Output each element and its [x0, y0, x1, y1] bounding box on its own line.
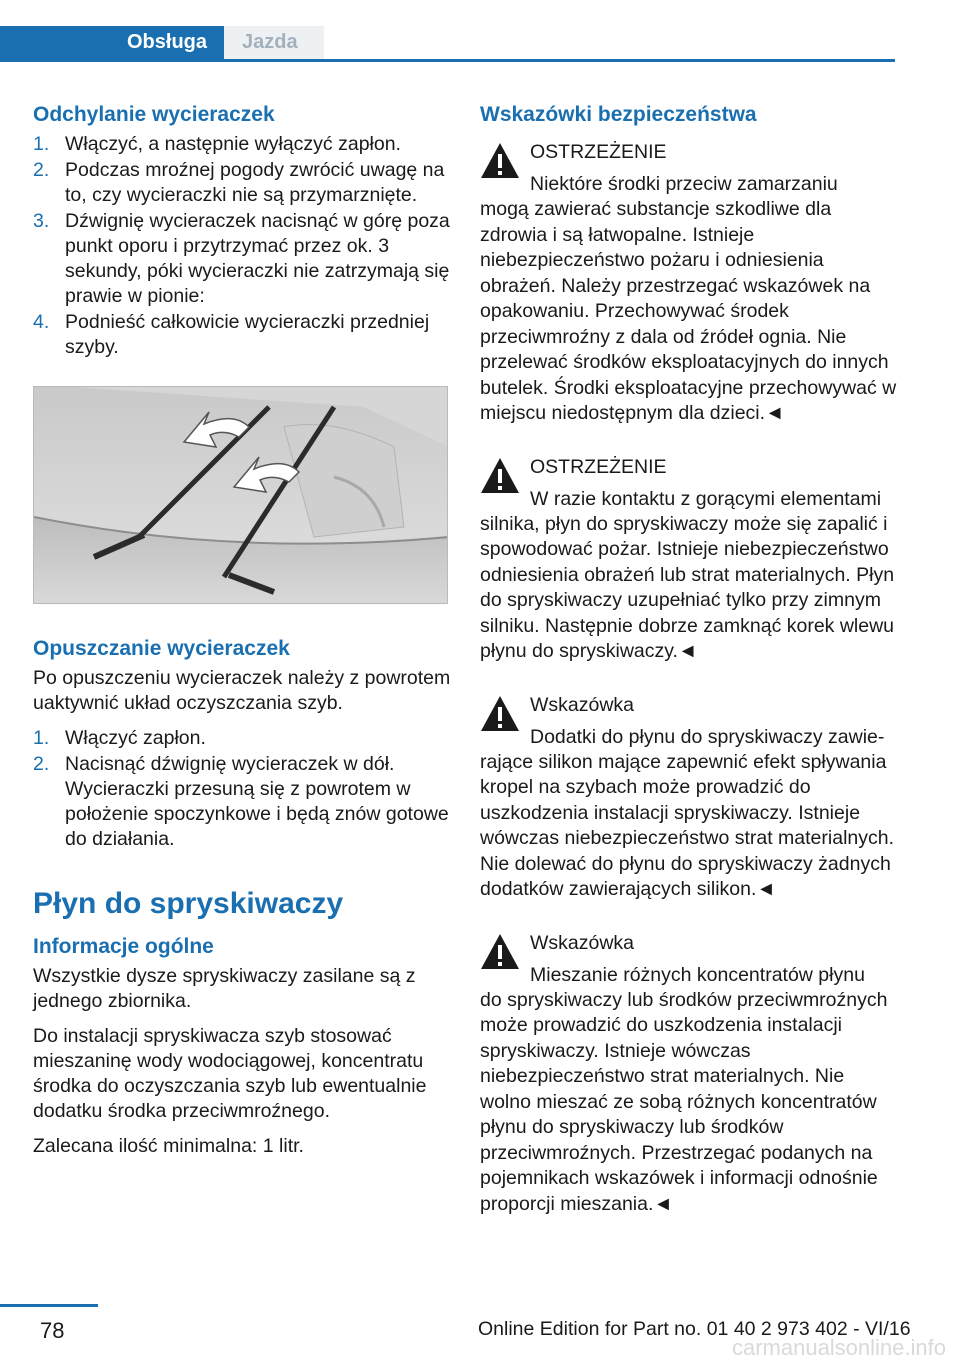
step-text: Podczas mroźnej pogody zwrócić uwagę na to, czy wycieraczki nie są przymarznięte. [65, 159, 445, 206]
windshield-wipers-image [34, 387, 448, 604]
list-item [33, 310, 451, 360]
step-text: Włączyć zapłon. [65, 727, 206, 749]
heading-opuszczanie: Opuszczanie wycieraczek [33, 637, 290, 660]
step-number: 2. [33, 159, 50, 181]
footer-rule [0, 1304, 98, 1307]
step-number: 3. [33, 210, 50, 232]
heading-bezpieczenstwo: Wskazówki bezpieczeństwa [480, 103, 757, 126]
warning-triangle-icon [480, 142, 520, 179]
note-title: OSTRZEŻENIE [530, 455, 667, 478]
hint-note [480, 693, 898, 903]
hint-note [480, 931, 898, 1218]
list-item [33, 726, 451, 751]
note-first-line: Dodatki do płynu do spryskiwaczy zawie- [530, 725, 885, 748]
paragraph-mieszanina: Do instalacji spryskiwacza szyb stosować mieszaninę wody wodociągowej, koncentratu środka do oczyszczania szyb lub ewentualnie dodatku środka przeciwmroźnego. [33, 1025, 427, 1122]
note-text: silnika, płyn do spryskiwaczy może się zapalić i spowodować pożar. Istnieje niebezpieczeństwo odniesienia obrażeń lub strat materialnych. Płyn do spryskiwaczy uzupełniać tylko przy zimnym silniku. Następnie dobrze zamknąć korek wlewu płynu do spryskiwaczy.◄ [480, 512, 895, 662]
tab-jazda[interactable]: Jazda [224, 26, 324, 59]
step-number: 4. [33, 311, 50, 333]
heading-plyn: Płyn do spryskiwaczy [33, 887, 344, 920]
warning-note [480, 455, 898, 665]
warning-note [480, 140, 898, 427]
list-item [33, 158, 451, 208]
paragraph-opuszczanie: Po opuszczeniu wycieraczek należy z powrotem uaktywnić układ oczyszczania szyb. [33, 667, 451, 714]
heading-odchylanie: Odchylanie wycieraczek [33, 103, 275, 126]
steps-opuszczanie [33, 726, 451, 852]
note-text: mogą zawierać substancje szkodliwe dla zdrowia i są łatwopalne. Istnieje niebezpieczeństwo pożaru i odniesienia obrażeń. Należy przestrzegać wskazówek na opakowaniu. Przechowywać środek przeciwmroźny z dala od źródeł ognia. Nie przelewać środków eksploatacyjnych do innych butelek. Środki eksploatacyjne przechowywać w miejscu niedostępnym dla dzieci.◄ [480, 198, 897, 424]
list-item [33, 209, 451, 309]
step-text: Włączyć, a następnie wyłączyć zapłon. [65, 133, 401, 155]
chapter-tabs [0, 26, 895, 62]
page-number: 78 [40, 1318, 65, 1343]
step-number: 1. [33, 133, 50, 155]
warning-triangle-icon [480, 933, 520, 970]
step-text: Podnieść całkowicie wycieraczki przedniej szyby. [65, 311, 430, 358]
tab-obsluga[interactable]: Obsługa [0, 26, 224, 59]
list-item [33, 132, 451, 157]
note-first-line: W razie kontaktu z gorącymi elementami [530, 487, 882, 510]
tab-underline [0, 59, 895, 62]
step-text: Dźwignię wycieraczek nacisnąć w górę poza punkt oporu i przytrzymać przez ok. 3 sekundy, póki wycieraczki nie zatrzymają się prawie w pionie: [65, 210, 450, 307]
list-item [33, 752, 451, 852]
note-title: OSTRZEŻENIE [530, 141, 667, 163]
wiper-illustration [33, 386, 448, 604]
step-number: 1. [33, 727, 50, 749]
warning-triangle-icon [480, 695, 520, 732]
note-first-line: Mieszanie różnych koncentratów płynu [530, 963, 865, 986]
left-column [33, 100, 451, 1159]
paragraph-ilosc: Zalecana ilość minimalna: 1 litr. [33, 1135, 304, 1157]
steps-odchylanie [33, 132, 451, 360]
note-text: rające silikon mające zapewnić efekt spływania kropel na szybach może prowadzić do uszkodzenia instalacji spryskiwaczy. Istnieje wówczas niebezpieczeństwo strat materialnych. Nie dolewać do płynu do spryskiwaczy żadnych dodatków zawierających silikon.◄ [480, 750, 895, 900]
heading-informacje: Informacje ogólne [33, 935, 214, 958]
right-column [480, 100, 898, 1245]
watermark: carmanualsonline.info [731, 1335, 946, 1360]
step-text: Nacisnąć dźwignię wycieraczek w dół. Wycieraczki przesuną się z powrotem w położenie spoczynkowe i będą znów gotowe do działania. [65, 753, 449, 850]
note-first-line: Niektóre środki przeciw zamarzaniu [530, 173, 838, 195]
step-number: 2. [33, 753, 50, 775]
note-title: Wskazówka [530, 931, 635, 954]
paragraph-dysze: Wszystkie dysze spryskiwaczy zasilane są z jednego zbiornika. [33, 965, 416, 1012]
edition-line: Online Edition for Part no. 01 40 2 973 402 - VI/16 [478, 1318, 911, 1340]
note-text: do spryskiwaczy lub środków przeciwmroźnych może prowadzić do uszkodzenia instalacji spryskiwaczy. Istnieje wówczas niebezpieczeństwo strat materialnych. Nie wolno mieszać ze sobą różnych koncentratów płynu do spryskiwaczy lub środków przeciwmroźnych. Przestrzegać podanych na pojemnikach wskazówek i informacji odnośnie proporcji mieszania.◄ [480, 988, 888, 1215]
note-title: Wskazówka [530, 693, 635, 716]
warning-triangle-icon [480, 457, 520, 494]
